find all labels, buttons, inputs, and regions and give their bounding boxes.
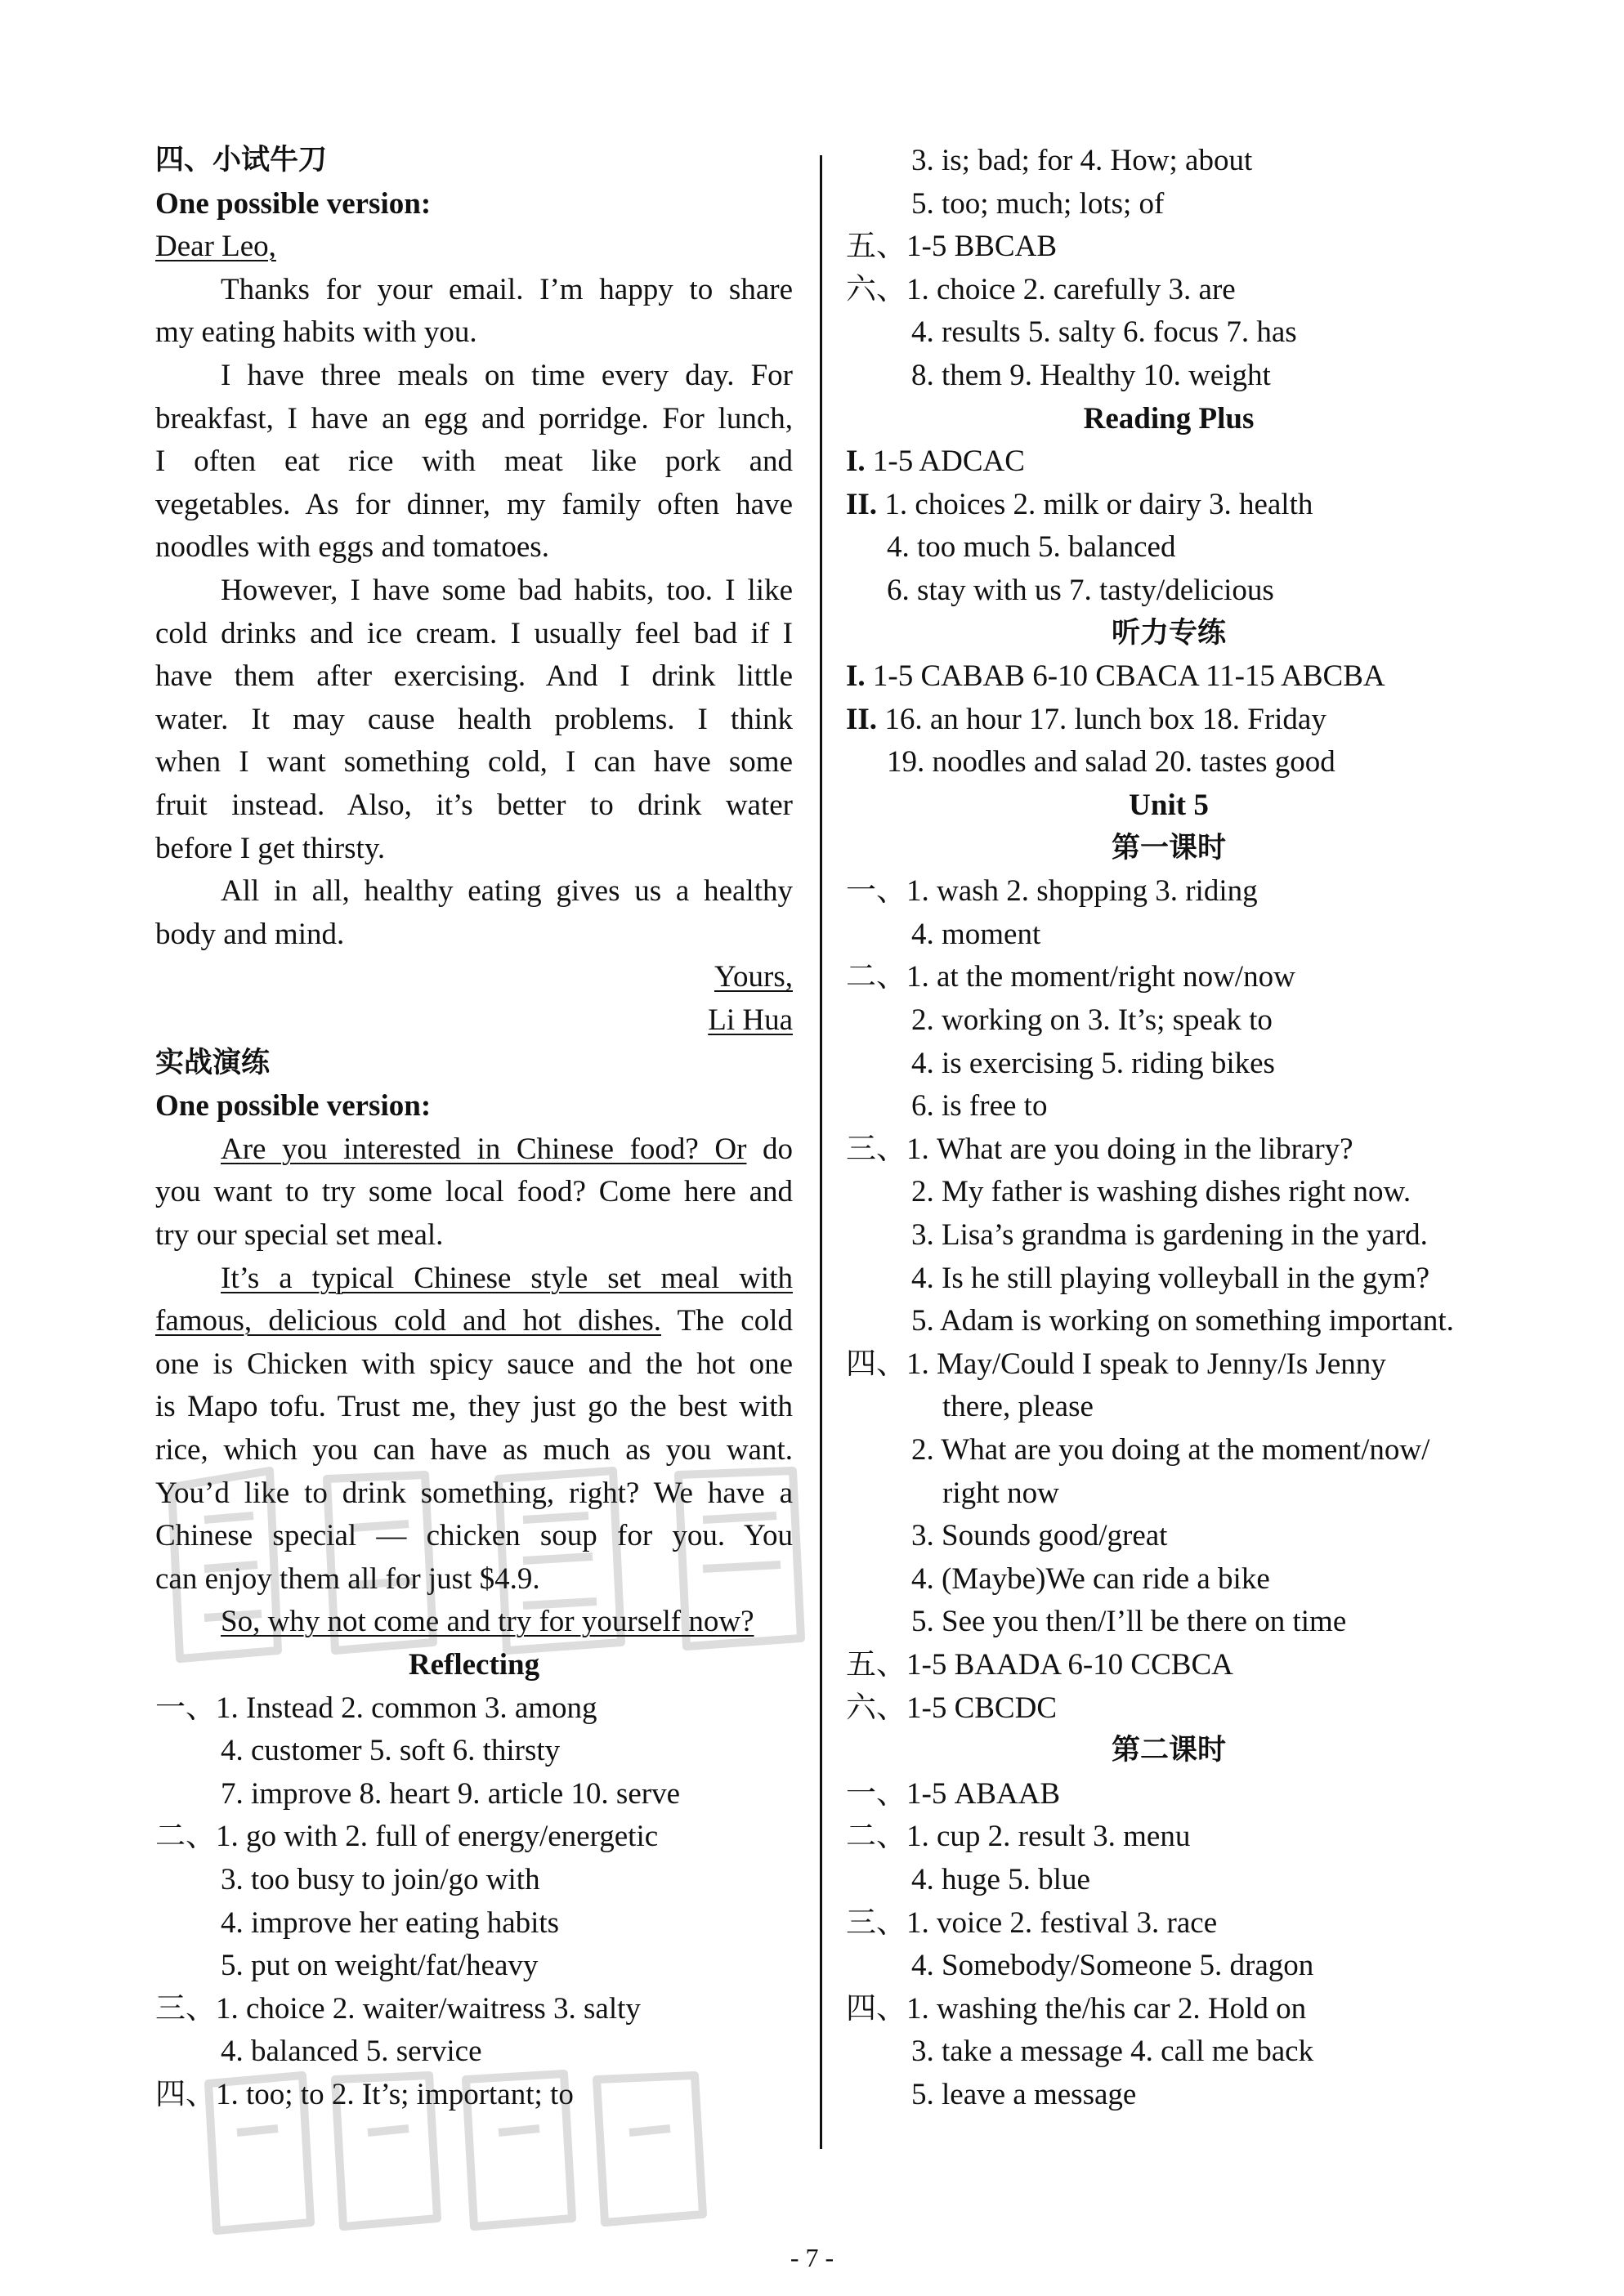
- left-line: 实战演练: [155, 1046, 271, 1079]
- right-line: 3. is; bad; for 4. How; about: [911, 144, 1253, 177]
- left-line: Thanks for your email. I’m happy to share: [221, 272, 793, 306]
- left-line: Dear Leo,: [155, 230, 276, 264]
- right-line: 四、1. washing the/his car 2. Hold on: [846, 1991, 1307, 2026]
- left-line: 4. customer 5. soft 6. thirsty: [221, 1734, 561, 1768]
- left-line: have them after exercising. And I drink little: [155, 659, 793, 694]
- left-line: 5. put on weight/fat/heavy: [221, 1949, 539, 1983]
- right-line: 8. them 9. Healthy 10. weight: [911, 359, 1271, 392]
- right-line: 4. moment: [911, 917, 1041, 951]
- left-line: breakfast, I have an egg and porridge. For lunch,: [155, 401, 793, 436]
- right-line: 二、1. cup 2. result 3. menu: [846, 1820, 1191, 1854]
- left-line: cold drinks and ice cream. I usually feel bad if I: [155, 616, 793, 650]
- left-line: 三、1. choice 2. waiter/waitress 3. salty: [155, 1991, 641, 2026]
- left-line: 4. improve her eating habits: [221, 1905, 560, 1940]
- right-line: 第二课时: [1111, 1734, 1226, 1767]
- right-line: 6. stay with us 7. tasty/delicious: [887, 574, 1274, 607]
- left-line: All in all, healthy eating gives us a healthy: [221, 874, 793, 909]
- left-line: It’s a typical Chinese style set meal with: [221, 1261, 793, 1295]
- right-line: II. 16. an hour 17. lunch box 18. Friday: [846, 702, 1326, 736]
- right-line: 2. What are you doing at the moment/now/: [911, 1433, 1430, 1467]
- right-line: 4. too much 5. balanced: [887, 530, 1176, 565]
- left-line: Li Hua: [708, 1003, 793, 1037]
- left-line: You’d like to drink something, right? We have a: [155, 1476, 793, 1510]
- right-line: Unit 5: [1129, 788, 1209, 822]
- left-line: body and mind.: [155, 917, 345, 951]
- left-line: One possible version:: [155, 186, 432, 221]
- left-line: One possible version:: [155, 1089, 432, 1123]
- left-line: water. It may cause health problems. I think: [155, 702, 793, 736]
- right-line: II. 1. choices 2. milk or dairy 3. health: [846, 487, 1313, 521]
- left-line: when I want something cold, I can have some: [155, 745, 793, 779]
- left-line: However, I have some bad habits, too. I like: [221, 574, 793, 607]
- right-line: 六、1. choice 2. carefully 3. are: [846, 272, 1236, 306]
- left-line: 二、1. go with 2. full of energy/energetic: [155, 1820, 659, 1854]
- left-line: can enjoy them all for just $4.9.: [155, 1561, 540, 1596]
- left-line: one is Chicken with spicy sauce and the hot one: [155, 1347, 793, 1381]
- column-divider: [820, 155, 822, 2149]
- right-line: 4. Is he still playing volleyball in the gym?: [911, 1261, 1430, 1295]
- right-line: 五、1-5 BAADA 6-10 CCBCA: [846, 1648, 1233, 1682]
- left-line: 4. balanced 5. service: [221, 2035, 482, 2069]
- left-line: Chinese special — chicken soup for you. You: [155, 1519, 793, 1553]
- left-line: Yours,: [714, 960, 793, 994]
- right-line: 4. Somebody/Someone 5. dragon: [911, 1949, 1314, 1983]
- right-line: 3. Sounds good/great: [911, 1519, 1168, 1553]
- left-line: famous, delicious cold and hot dishes. The cold: [155, 1304, 793, 1338]
- right-line: 四、1. May/Could I speak to Jenny/Is Jenny: [846, 1347, 1386, 1381]
- left-line: 一、1. Instead 2. common 3. among: [155, 1691, 597, 1725]
- right-line: 二、1. at the moment/right now/now: [846, 960, 1295, 994]
- left-line: is Mapo tofu. Trust me, they just go the best with: [155, 1390, 793, 1424]
- right-line: 4. is exercising 5. riding bikes: [911, 1046, 1275, 1080]
- left-line: my eating habits with you.: [155, 315, 477, 350]
- left-line: before I get thirsty.: [155, 831, 386, 865]
- left-line: 四、1. too; to 2. It’s; important; to: [155, 2078, 574, 2111]
- left-line: noodles with eggs and tomatoes.: [155, 530, 549, 565]
- right-line: I. 1-5 ADCAC: [846, 444, 1025, 479]
- right-line: 3. take a message 4. call me back: [911, 2035, 1314, 2069]
- right-line: 五、1-5 BBCAB: [846, 230, 1058, 264]
- right-line: 4. results 5. salty 6. focus 7. has: [911, 315, 1297, 350]
- right-line: right now: [942, 1476, 1059, 1510]
- left-line: fruit instead. Also, it’s better to drink water: [155, 788, 793, 822]
- right-line: 5. too; much; lots; of: [911, 186, 1165, 221]
- right-line: 三、1. voice 2. festival 3. race: [846, 1905, 1218, 1940]
- right-line: 5. See you then/I’ll be there on time: [911, 1605, 1347, 1639]
- right-line: 3. Lisa’s grandma is gardening in the yard.: [911, 1218, 1428, 1252]
- right-line: 2. My father is washing dishes right now.: [911, 1175, 1411, 1209]
- right-line: 2. working on 3. It’s; speak to: [911, 1003, 1273, 1037]
- right-line: 第一课时: [1111, 831, 1226, 864]
- left-line: try our special set meal.: [155, 1218, 444, 1252]
- right-line: 5. leave a message: [911, 2078, 1137, 2111]
- right-line: Reading Plus: [1083, 401, 1255, 436]
- right-line: 19. noodles and salad 20. tastes good: [887, 745, 1335, 779]
- right-line: 一、1. wash 2. shopping 3. riding: [846, 874, 1258, 909]
- left-line: vegetables. As for dinner, my family often have: [155, 487, 793, 521]
- left-line: 四、小试牛刀: [155, 144, 328, 176]
- left-line: rice, which you can have as much as you want.: [155, 1433, 793, 1467]
- right-line: 6. is free to: [911, 1089, 1048, 1123]
- left-line: Reflecting: [408, 1648, 540, 1682]
- right-line: there, please: [942, 1390, 1094, 1424]
- right-line: 一、1-5 ABAAB: [846, 1776, 1061, 1811]
- left-line: 3. too busy to join/go with: [221, 1863, 540, 1896]
- left-line: I have three meals on time every day. For: [221, 359, 793, 392]
- left-line: Are you interested in Chinese food? Or do: [221, 1132, 793, 1166]
- right-line: 听力专练: [1111, 616, 1226, 650]
- right-line: 六、1-5 CBCDC: [846, 1691, 1058, 1725]
- left-line: 7. improve 8. heart 9. article 10. serve: [221, 1776, 680, 1811]
- left-line: you want to try some local food? Come here and: [155, 1175, 793, 1209]
- page-number: - 7 -: [790, 2243, 834, 2272]
- right-line: 4. (Maybe)We can ride a bike: [911, 1561, 1270, 1596]
- right-line: I. 1-5 CABAB 6-10 CBACA 11-15 ABCBA: [846, 659, 1385, 694]
- right-line: 5. Adam is working on something important.: [911, 1304, 1454, 1338]
- left-line: I often eat rice with meat like pork and: [155, 444, 793, 479]
- right-line: 三、1. What are you doing in the library?: [846, 1132, 1353, 1166]
- right-line: 4. huge 5. blue: [911, 1863, 1090, 1896]
- left-line: So, why not come and try for yourself now?: [221, 1605, 754, 1639]
